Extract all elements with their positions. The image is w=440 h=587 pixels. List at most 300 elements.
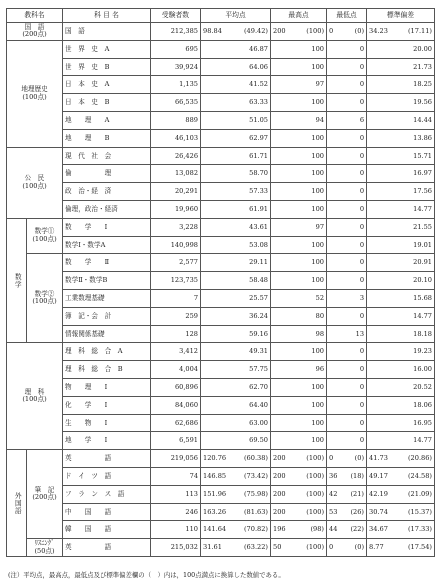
table-row — [7, 396, 435, 414]
max-converted-value: (100) — [306, 507, 325, 516]
subject-label: 政 治・経 済 — [65, 187, 112, 196]
max-value: 100 — [311, 98, 325, 107]
max-cell — [271, 539, 327, 557]
examinees-cell — [151, 307, 201, 325]
examinees-value: 889 — [185, 116, 199, 125]
average-value: 62.70 — [249, 383, 269, 392]
subject-label: 中 国 語 — [65, 507, 112, 516]
table-row — [7, 23, 435, 41]
min-cell — [327, 23, 367, 41]
sd-value: 21.73 — [413, 62, 433, 71]
group-suugaku1-text: 数学① — [34, 227, 55, 236]
table-row — [7, 254, 435, 272]
table-row — [7, 432, 435, 450]
group-suugaku2 — [27, 254, 63, 343]
average-value: 58.70 — [249, 169, 269, 178]
sd-value: 41.73 — [369, 454, 388, 463]
max-pair — [273, 473, 324, 480]
min-value: 0 — [359, 258, 365, 267]
sd-pair — [369, 491, 432, 498]
average-cell — [201, 325, 271, 343]
sd-value: 16.00 — [413, 365, 433, 374]
sd-value: 20.10 — [413, 276, 433, 285]
sd-cell — [367, 378, 435, 396]
table-row — [7, 539, 435, 557]
examinees-cell — [151, 218, 201, 236]
score-table — [6, 8, 435, 557]
max-cell — [271, 236, 327, 254]
table-row — [7, 307, 435, 325]
average-cell — [201, 485, 271, 503]
subject-name — [63, 111, 151, 129]
sd-value: 14.77 — [413, 205, 433, 214]
table-row — [7, 94, 435, 112]
subject-name — [63, 236, 151, 254]
min-value: 0 — [359, 400, 365, 409]
examinees-cell — [151, 467, 201, 485]
average-converted-value: (73.42) — [243, 472, 269, 481]
max-converted-value: (100) — [306, 27, 325, 36]
examinees-value: 2,577 — [179, 258, 199, 267]
average-value: 64.06 — [249, 62, 269, 71]
examinees-value: 84,060 — [174, 400, 199, 409]
min-converted-value: (0) — [354, 27, 365, 36]
max-value: 94 — [315, 116, 325, 125]
max-value: 200 — [273, 489, 286, 498]
group-suugaku1 — [27, 218, 63, 254]
sd-cell — [367, 307, 435, 325]
examinees-cell — [151, 236, 201, 254]
min-cell — [327, 272, 367, 290]
average-value: 63.00 — [249, 418, 269, 427]
max-cell — [271, 218, 327, 236]
sd-value: 19.56 — [413, 98, 433, 107]
table-row — [7, 200, 435, 218]
examinees-value: 66,535 — [174, 98, 199, 107]
subject-label: 韓 国 語 — [65, 525, 112, 534]
sd-value: 17.56 — [413, 187, 433, 196]
subject-label: 地 学 Ⅰ — [65, 436, 108, 445]
min-converted-value: (18) — [350, 472, 365, 481]
sd-value: 8.77 — [369, 543, 384, 552]
max-cell — [271, 165, 327, 183]
examinees-cell — [151, 111, 201, 129]
sd-value: 14.44 — [413, 116, 433, 125]
max-value: 96 — [315, 365, 325, 374]
group-hikki-text: 筆 記 — [34, 485, 55, 494]
table-row — [7, 147, 435, 165]
sd-value: 34.67 — [369, 525, 388, 534]
group-listening — [27, 539, 63, 557]
subject-name — [63, 147, 151, 165]
examinees-value: 60,896 — [174, 383, 199, 392]
average-value: 25.57 — [249, 294, 269, 303]
sd-value: 13.86 — [413, 133, 433, 142]
subject-name — [63, 76, 151, 94]
sd-converted-value: (17.54) — [407, 543, 433, 552]
examinees-cell — [151, 521, 201, 539]
sd-cell — [367, 272, 435, 290]
average-value: 29.11 — [249, 258, 269, 267]
max-cell — [271, 467, 327, 485]
min-cell — [327, 325, 367, 343]
subject-name — [63, 343, 151, 361]
table-row — [7, 129, 435, 147]
subject-name — [63, 272, 151, 290]
examinees-value: 110 — [185, 525, 199, 534]
subject-name — [63, 289, 151, 307]
table-row — [7, 485, 435, 503]
sd-cell — [367, 325, 435, 343]
subject-name — [63, 378, 151, 396]
examinees-cell — [151, 450, 201, 468]
sd-cell — [367, 450, 435, 468]
examinees-value: 128 — [185, 329, 199, 338]
examinees-value: 13,082 — [174, 169, 199, 178]
sd-value: 20.91 — [413, 258, 433, 267]
subject-label: フ ラ ン ス 語 — [65, 489, 125, 498]
subject-name — [63, 58, 151, 76]
max-cell — [271, 485, 327, 503]
examinees-cell — [151, 200, 201, 218]
header-row — [7, 9, 435, 23]
max-converted-value: (100) — [306, 472, 325, 481]
average-converted-value: (49.42) — [243, 27, 269, 36]
average-cell — [201, 200, 271, 218]
min-value: 13 — [355, 329, 365, 338]
examinees-value: 113 — [185, 489, 199, 498]
average-value: 41.52 — [249, 80, 269, 89]
subject-name — [63, 485, 151, 503]
sd-cell — [367, 183, 435, 201]
subject-label: 数学Ⅰ・数学A — [65, 240, 106, 249]
sd-cell — [367, 254, 435, 272]
table-row — [7, 521, 435, 539]
table-row — [7, 450, 435, 468]
min-value: 0 — [359, 240, 365, 249]
max-cell — [271, 307, 327, 325]
sd-cell — [367, 414, 435, 432]
max-cell — [271, 183, 327, 201]
subject-label: 地 理 B — [65, 133, 110, 142]
sd-value: 34.23 — [369, 27, 388, 36]
examinees-value: 26,426 — [174, 151, 199, 160]
table-row — [7, 236, 435, 254]
average-value: 51.05 — [249, 116, 269, 125]
group-komin — [7, 147, 63, 218]
group-gaikoku-text: 外国語 — [13, 491, 22, 515]
sd-cell — [367, 147, 435, 165]
average-cell — [201, 76, 271, 94]
group-chireki-text: 地理歴史 — [21, 85, 48, 94]
subject-name — [63, 539, 151, 557]
max-value: 100 — [311, 169, 325, 178]
average-cell — [201, 503, 271, 521]
sd-converted-value: (17.33) — [407, 525, 433, 534]
average-value: 43.61 — [249, 222, 269, 231]
average-value: 61.91 — [249, 205, 269, 214]
header-average: 平均点 — [201, 9, 271, 23]
average-cell — [201, 111, 271, 129]
sd-pair — [369, 473, 432, 480]
header-max: 最高点 — [271, 9, 327, 23]
min-cell — [327, 450, 367, 468]
min-value: 0 — [359, 187, 365, 196]
min-cell — [327, 94, 367, 112]
table-row — [7, 76, 435, 94]
average-value: 58.48 — [249, 276, 269, 285]
average-cell — [201, 40, 271, 58]
subject-label: 簿 記・会 計 — [65, 311, 112, 320]
max-value: 200 — [273, 507, 286, 516]
average-value: 61.71 — [249, 151, 269, 160]
examinees-value: 140,998 — [170, 240, 199, 249]
average-value: 63.33 — [249, 98, 269, 107]
average-pair — [203, 28, 268, 35]
subject-label: 数 学 Ⅰ — [65, 222, 108, 231]
average-value: 64.40 — [249, 400, 269, 409]
subject-name — [63, 23, 151, 41]
min-value: 0 — [359, 151, 365, 160]
table-row — [7, 378, 435, 396]
header-subject: 科 目 名 — [63, 9, 151, 23]
min-cell — [327, 432, 367, 450]
max-cell — [271, 289, 327, 307]
max-pair — [273, 455, 324, 462]
group-suugaku2-text: 数学② — [34, 289, 55, 298]
sd-converted-value: (15.37) — [407, 507, 433, 516]
average-cell — [201, 450, 271, 468]
table-row — [7, 289, 435, 307]
sd-value: 42.19 — [369, 489, 388, 498]
examinees-cell — [151, 58, 201, 76]
sd-value: 18.25 — [413, 80, 433, 89]
min-cell — [327, 343, 367, 361]
average-pair — [203, 509, 268, 516]
subject-label: 生 物 Ⅰ — [65, 418, 108, 427]
sd-value: 49.17 — [369, 472, 388, 481]
subject-label: 世 界 史 B — [65, 62, 110, 71]
examinees-cell — [151, 396, 201, 414]
subject-name — [63, 414, 151, 432]
sd-cell — [367, 40, 435, 58]
average-cell — [201, 272, 271, 290]
group-gaikoku — [7, 450, 27, 557]
sd-value: 14.77 — [413, 311, 433, 320]
average-value: 59.16 — [249, 329, 269, 338]
examinees-value: 19,960 — [174, 205, 199, 214]
subject-name — [63, 396, 151, 414]
subject-label: 倫 理 — [65, 169, 112, 178]
max-cell — [271, 432, 327, 450]
subject-label: 英 語 — [65, 543, 112, 552]
max-cell — [271, 129, 327, 147]
subject-name — [63, 200, 151, 218]
sd-cell — [367, 521, 435, 539]
min-cell — [327, 378, 367, 396]
min-cell — [327, 289, 367, 307]
average-cell — [201, 467, 271, 485]
subject-label: 国 語 — [65, 27, 85, 36]
max-value: 100 — [311, 436, 325, 445]
max-pair — [273, 28, 324, 35]
sd-cell — [367, 236, 435, 254]
group-sugaku-text: 数 — [13, 272, 22, 281]
sd-value: 19.23 — [413, 347, 433, 356]
score-table-sheet — [6, 8, 434, 557]
table-row — [7, 361, 435, 379]
min-pair — [329, 509, 364, 516]
min-value: 0 — [359, 62, 365, 71]
sd-cell — [367, 58, 435, 76]
min-value: 0 — [359, 80, 365, 89]
table-row — [7, 325, 435, 343]
sd-value: 20.52 — [413, 383, 433, 392]
average-cell — [201, 129, 271, 147]
examinees-value: 212,385 — [170, 27, 199, 36]
examinees-cell — [151, 485, 201, 503]
min-value: 0 — [359, 365, 365, 374]
average-cell — [201, 254, 271, 272]
subject-name — [63, 432, 151, 450]
subject-label: 日 本 史 A — [65, 80, 110, 89]
sd-cell — [367, 539, 435, 557]
table-row — [7, 414, 435, 432]
average-value: 98.84 — [203, 27, 222, 36]
sd-converted-value: (17.11) — [407, 27, 433, 36]
sd-cell — [367, 200, 435, 218]
examinees-value: 62,686 — [174, 418, 199, 427]
min-value: 0 — [329, 454, 334, 463]
min-pair — [329, 491, 364, 498]
max-value: 100 — [311, 205, 325, 214]
table-row — [7, 183, 435, 201]
max-value: 100 — [311, 418, 325, 427]
examinees-value: 215,032 — [170, 543, 199, 552]
sd-cell — [367, 396, 435, 414]
subject-name — [63, 521, 151, 539]
group-kokugo-text: 国 語 — [24, 22, 45, 31]
subject-name — [63, 183, 151, 201]
min-value: 0 — [359, 276, 365, 285]
examinees-value: 695 — [185, 44, 199, 53]
examinees-value: 74 — [189, 472, 199, 481]
average-value: 141.64 — [203, 525, 227, 534]
examinees-cell — [151, 343, 201, 361]
min-value: 0 — [359, 205, 365, 214]
average-pair — [203, 526, 268, 533]
average-cell — [201, 236, 271, 254]
examinees-value: 7 — [193, 294, 199, 303]
max-cell — [271, 147, 327, 165]
examinees-cell — [151, 325, 201, 343]
max-value: 200 — [273, 27, 286, 36]
average-cell — [201, 183, 271, 201]
min-converted-value: (26) — [350, 507, 365, 516]
subject-label: 数学Ⅱ・数学B — [65, 276, 108, 285]
max-cell — [271, 58, 327, 76]
subject-label: 情報関係基礎 — [65, 329, 105, 338]
examinees-value: 219,056 — [170, 454, 199, 463]
min-value: 0 — [359, 347, 365, 356]
examinees-cell — [151, 165, 201, 183]
examinees-value: 6,591 — [179, 436, 199, 445]
sd-pair — [369, 526, 432, 533]
max-cell — [271, 23, 327, 41]
subject-name — [63, 129, 151, 147]
average-cell — [201, 361, 271, 379]
average-converted-value: (70.82) — [243, 525, 269, 534]
subject-name — [63, 40, 151, 58]
sd-value: 20.00 — [413, 44, 433, 53]
max-value: 100 — [311, 62, 325, 71]
max-converted-value: (100) — [306, 454, 325, 463]
max-cell — [271, 503, 327, 521]
examinees-cell — [151, 503, 201, 521]
average-value: 36.24 — [249, 311, 269, 320]
table-row — [7, 40, 435, 58]
examinees-value: 123,735 — [170, 276, 199, 285]
table-row — [7, 503, 435, 521]
max-cell — [271, 378, 327, 396]
group-chireki — [7, 40, 63, 147]
min-cell — [327, 539, 367, 557]
sd-cell — [367, 111, 435, 129]
sd-cell — [367, 289, 435, 307]
min-cell — [327, 40, 367, 58]
examinees-cell — [151, 432, 201, 450]
sd-cell — [367, 485, 435, 503]
average-cell — [201, 307, 271, 325]
subject-label: ド イ ツ 語 — [65, 472, 112, 481]
average-pair — [203, 544, 268, 551]
average-cell — [201, 58, 271, 76]
examinees-cell — [151, 289, 201, 307]
sd-value: 16.95 — [413, 418, 433, 427]
average-cell — [201, 343, 271, 361]
subject-label: 理 科 総 合 A — [65, 347, 123, 356]
min-cell — [327, 129, 367, 147]
examinees-cell — [151, 76, 201, 94]
max-value: 100 — [311, 44, 325, 53]
sd-value: 21.55 — [413, 222, 433, 231]
examinees-cell — [151, 272, 201, 290]
group-listening-text: (50点) — [34, 546, 55, 555]
average-converted-value: (81.63) — [243, 507, 269, 516]
table-row — [7, 58, 435, 76]
max-value: 100 — [311, 240, 325, 249]
max-converted-value: (100) — [306, 543, 325, 552]
max-value: 100 — [311, 383, 325, 392]
average-value: 146.85 — [203, 472, 227, 481]
subject-name — [63, 325, 151, 343]
min-pair — [329, 544, 364, 551]
sd-value: 30.74 — [369, 507, 388, 516]
group-komin-text: 公 民 — [24, 174, 45, 183]
group-rika-text: 理 科 — [24, 387, 45, 396]
sd-value: 18.06 — [413, 400, 433, 409]
average-cell — [201, 378, 271, 396]
group-listening-text: ﾘｽﾆﾝｸﾞ — [34, 538, 55, 547]
min-value: 0 — [359, 222, 365, 231]
subject-label: 倫理，政治・経済 — [65, 205, 118, 214]
subject-name — [63, 450, 151, 468]
subject-label: 英 語 — [65, 454, 112, 463]
sd-value: 19.01 — [413, 240, 433, 249]
average-cell — [201, 147, 271, 165]
min-cell — [327, 414, 367, 432]
max-pair — [273, 544, 324, 551]
